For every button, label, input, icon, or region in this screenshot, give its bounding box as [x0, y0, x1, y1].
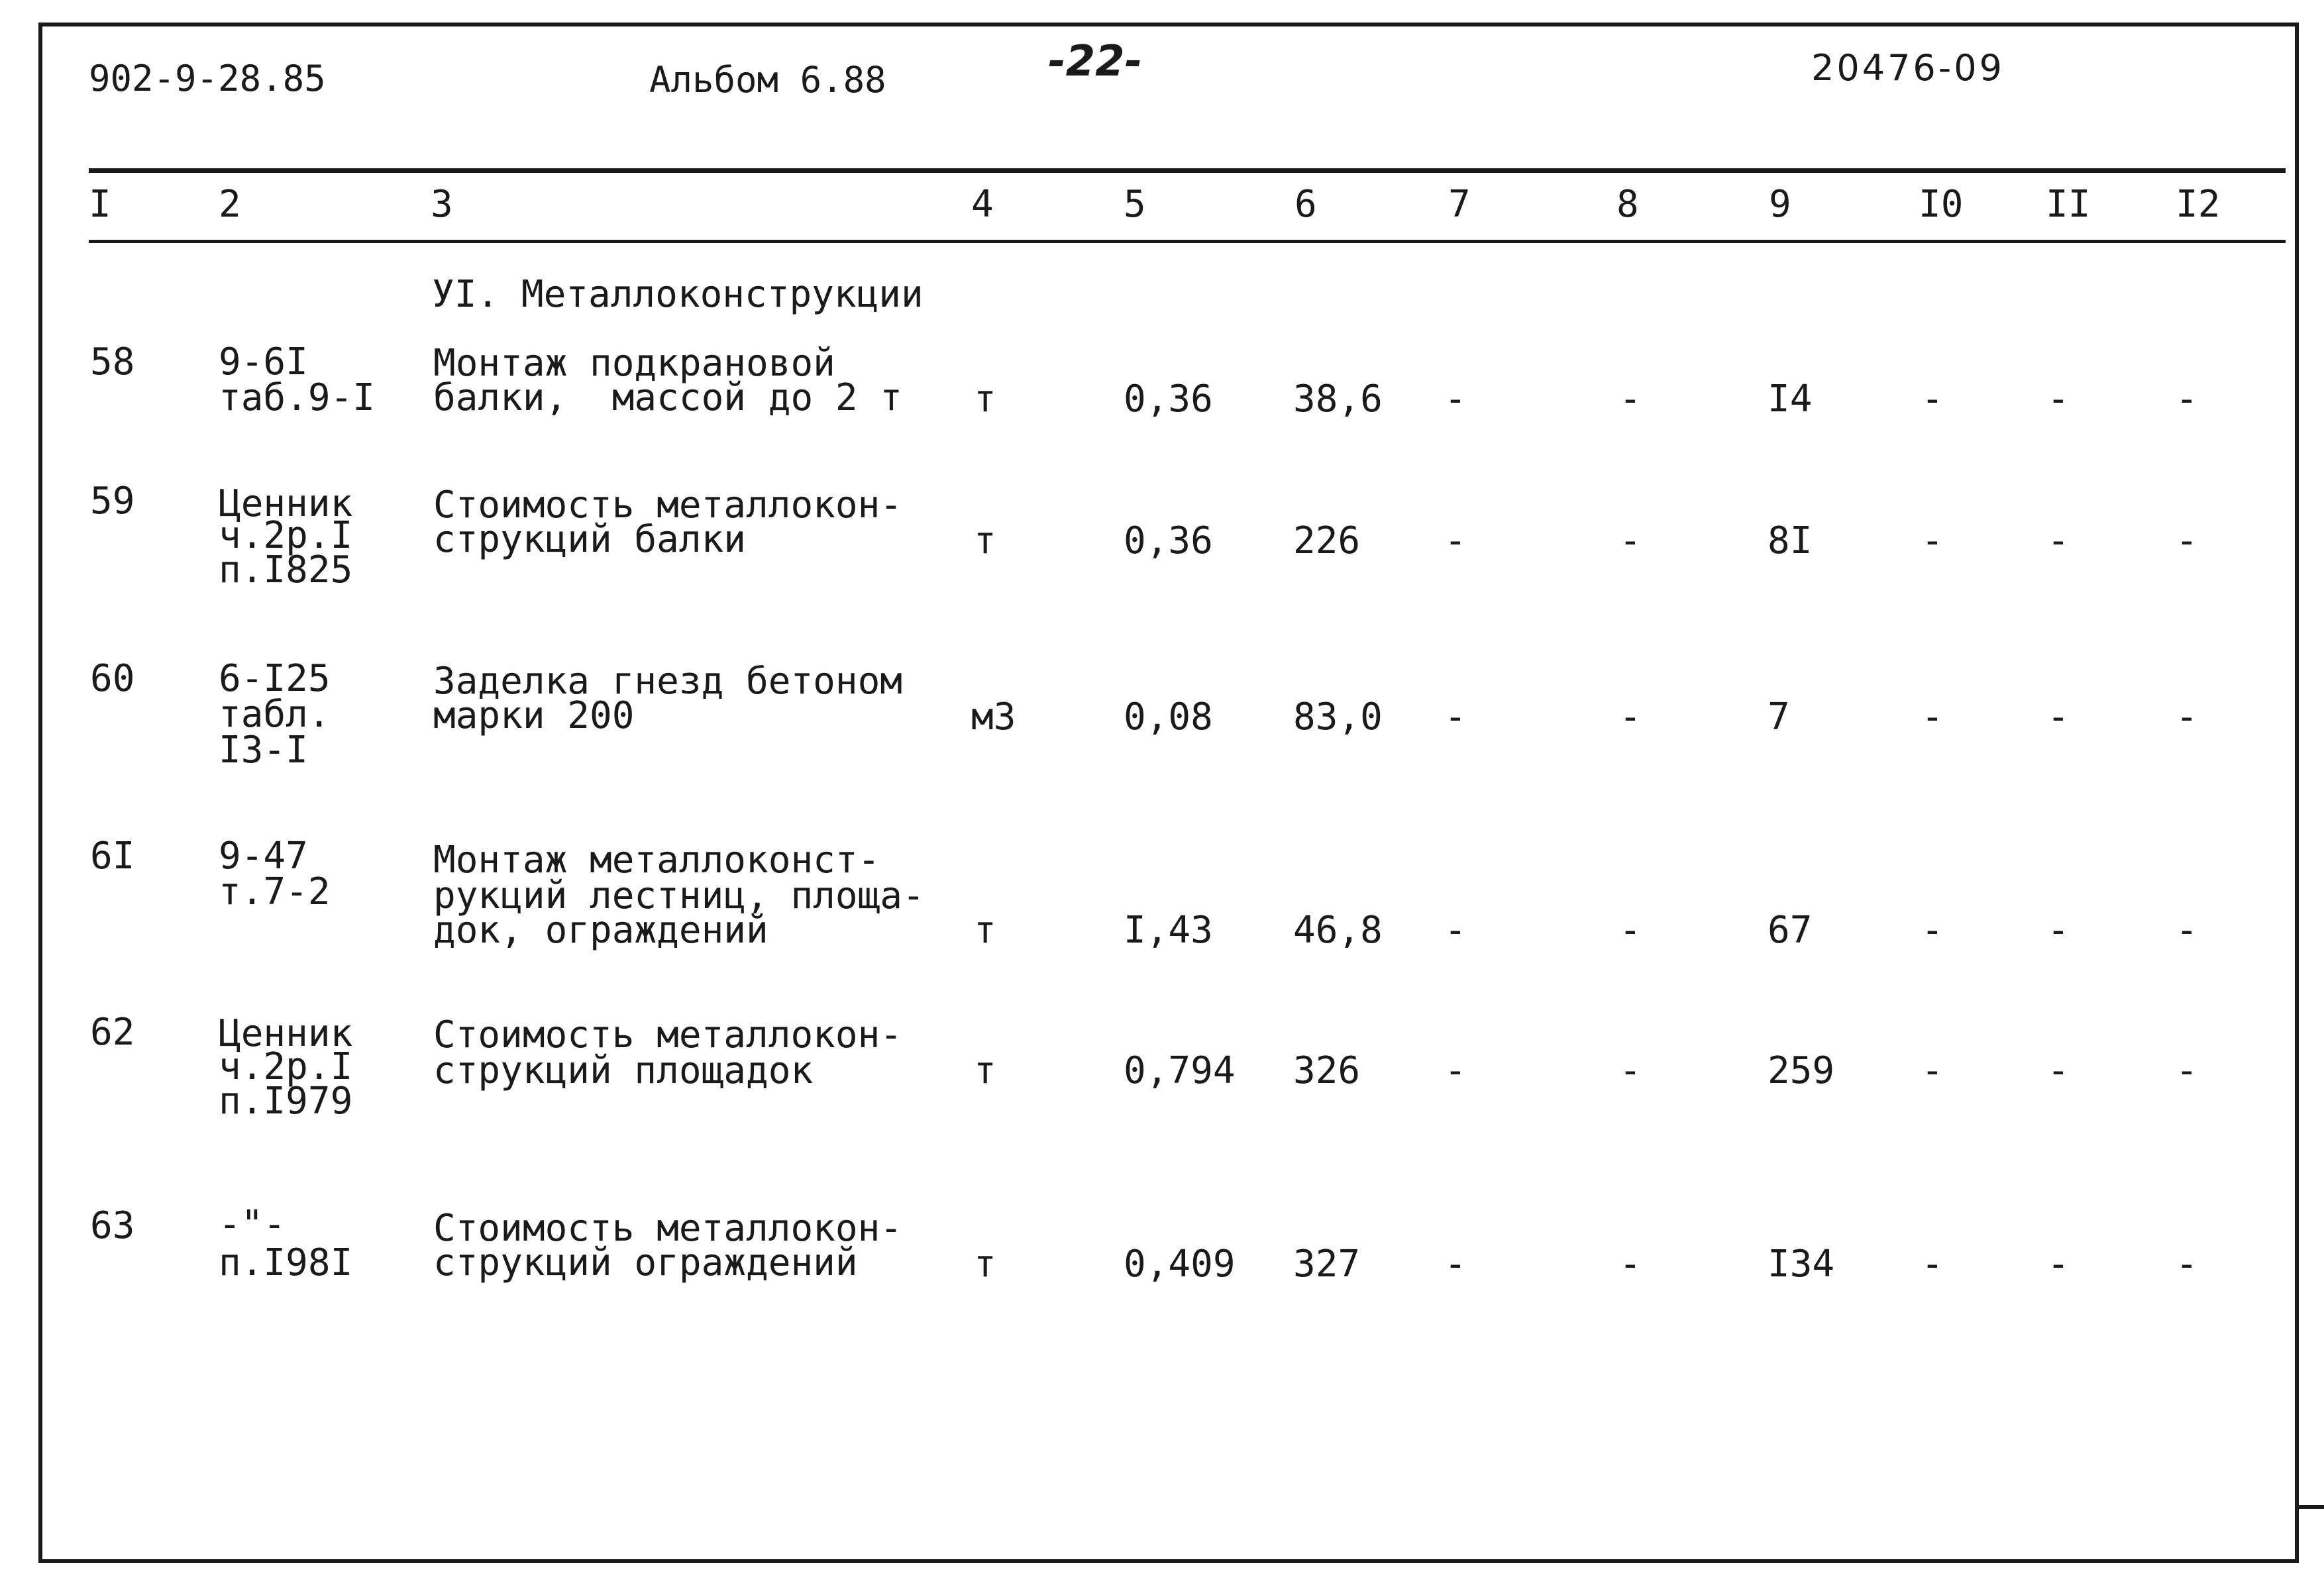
row-col-12: -	[2176, 1049, 2198, 1092]
row-number: 59	[90, 480, 135, 523]
row-col-10: -	[1921, 695, 1944, 739]
row-description-line: струкций ограждений	[433, 1241, 858, 1284]
column-header-7: 7	[1448, 183, 1471, 226]
row-col-11: -	[2047, 909, 2070, 952]
row-price: 46,8	[1293, 909, 1383, 952]
row-unit: т	[974, 1243, 996, 1286]
row-col-8: -	[1619, 1243, 1642, 1286]
row-col-7: -	[1444, 909, 1467, 952]
row-quantity: 0,36	[1124, 378, 1213, 421]
row-col-9: 8I	[1768, 519, 1813, 562]
row-col-9: I4	[1768, 378, 1813, 421]
row-number: 58	[90, 340, 135, 384]
row-description-line: Монтаж металлоконст-	[433, 839, 880, 882]
row-reference-line: табл.	[219, 693, 331, 736]
frame-edge-mark	[2299, 1505, 2324, 1509]
row-col-7: -	[1444, 695, 1467, 739]
row-col-7: -	[1444, 1049, 1467, 1092]
column-header-8: 8	[1616, 183, 1639, 226]
column-header-6: 6	[1294, 183, 1317, 226]
section-title: УI. Металлоконструкции	[432, 273, 924, 316]
row-reference-line: Ценник	[219, 482, 353, 525]
column-header-9: 9	[1769, 183, 1791, 226]
row-col-11: -	[2047, 519, 2070, 562]
row-unit: т	[974, 378, 996, 421]
column-header-2: 2	[219, 183, 241, 226]
column-header-1: I	[89, 183, 111, 226]
row-reference-line: ч.2р.I	[219, 514, 353, 557]
row-number: 6I	[90, 835, 135, 878]
page-number: -22-	[1048, 37, 1143, 86]
row-col-7: -	[1444, 378, 1467, 421]
row-col-7: -	[1444, 1243, 1467, 1286]
row-quantity: 0,36	[1124, 519, 1213, 562]
row-description-line: Стоимость металлокон-	[433, 484, 903, 527]
row-col-8: -	[1619, 378, 1642, 421]
row-col-12: -	[2176, 378, 2198, 421]
row-quantity: 0,794	[1124, 1049, 1236, 1092]
row-price: 326	[1293, 1049, 1361, 1092]
row-col-11: -	[2047, 1049, 2070, 1092]
row-reference-line: ч.2р.I	[219, 1045, 353, 1088]
row-unit: м3	[971, 695, 1016, 739]
column-header-5: 5	[1124, 183, 1146, 226]
row-reference-line: -"-	[219, 1203, 286, 1246]
row-price: 38,6	[1293, 378, 1383, 421]
row-col-12: -	[2176, 519, 2198, 562]
row-price: 327	[1293, 1243, 1361, 1286]
row-reference-line: 9-6I	[219, 340, 308, 384]
row-description-line: марки 200	[433, 694, 635, 737]
column-header-4: 4	[971, 183, 994, 226]
row-col-10: -	[1921, 1243, 1944, 1286]
row-reference-line: п.I825	[219, 548, 353, 591]
row-col-8: -	[1619, 519, 1642, 562]
column-header-10: I0	[1919, 183, 1964, 226]
row-reference-line: I3-I	[219, 729, 308, 772]
row-col-10: -	[1921, 378, 1944, 421]
row-reference-line: п.I979	[219, 1080, 353, 1123]
row-col-8: -	[1619, 695, 1642, 739]
album-label: Альбом 6.88	[649, 59, 886, 101]
row-col-10: -	[1921, 909, 1944, 952]
row-reference-line: т.7-2	[219, 870, 331, 913]
row-unit: т	[974, 1049, 996, 1092]
document-number: 20476-09	[1811, 47, 2005, 89]
row-col-9: 7	[1768, 695, 1790, 739]
row-description-line: Стоимость металлокон-	[433, 1207, 903, 1250]
column-header-3: 3	[431, 183, 453, 226]
row-number: 60	[90, 657, 135, 700]
row-reference-line: 9-47	[219, 835, 308, 878]
row-col-10: -	[1921, 1049, 1944, 1092]
row-unit: т	[974, 519, 996, 562]
row-col-8: -	[1619, 1049, 1642, 1092]
row-unit: т	[974, 909, 996, 952]
row-description-line: рукций лестниц, площа-	[433, 874, 925, 917]
row-description-line: Стоимость металлокон-	[433, 1013, 903, 1056]
row-reference-line: п.I98I	[219, 1241, 353, 1284]
row-quantity: 0,409	[1124, 1243, 1236, 1286]
row-col-9: 259	[1768, 1049, 1835, 1092]
row-col-12: -	[2176, 695, 2198, 739]
row-quantity: I,43	[1124, 909, 1213, 952]
page-frame	[38, 23, 2299, 1563]
table-header-top-rule	[89, 168, 2286, 173]
row-col-12: -	[2176, 909, 2198, 952]
row-number: 62	[90, 1011, 135, 1054]
row-number: 63	[90, 1204, 135, 1247]
row-col-11: -	[2047, 1243, 2070, 1286]
row-reference-line: Ценник	[219, 1012, 353, 1055]
row-description-line: струкций балки	[433, 518, 747, 561]
row-col-11: -	[2047, 378, 2070, 421]
row-col-12: -	[2176, 1243, 2198, 1286]
row-quantity: 0,08	[1124, 695, 1213, 739]
row-col-8: -	[1619, 909, 1642, 952]
table-header-bottom-rule	[89, 240, 2286, 243]
column-header-12: I2	[2176, 183, 2221, 226]
row-description-line: струкций площадок	[433, 1049, 814, 1092]
row-price: 83,0	[1293, 695, 1383, 739]
row-col-9: I34	[1768, 1243, 1835, 1286]
project-code: 902-9-28.85	[89, 58, 326, 99]
row-col-10: -	[1921, 519, 1944, 562]
row-price: 226	[1293, 519, 1361, 562]
row-col-11: -	[2047, 695, 2070, 739]
row-description-line: Заделка гнезд бетоном	[433, 660, 903, 703]
row-description-line: Монтаж подкрановой	[433, 342, 835, 385]
row-description-line: док, ограждений	[433, 909, 768, 952]
row-col-7: -	[1444, 519, 1467, 562]
row-col-9: 67	[1768, 909, 1813, 952]
row-description-line: балки, массой до 2 т	[433, 376, 903, 419]
row-reference-line: 6-I25	[219, 657, 331, 700]
row-reference-line: таб.9-I	[219, 376, 376, 419]
column-header-11: II	[2046, 183, 2091, 226]
